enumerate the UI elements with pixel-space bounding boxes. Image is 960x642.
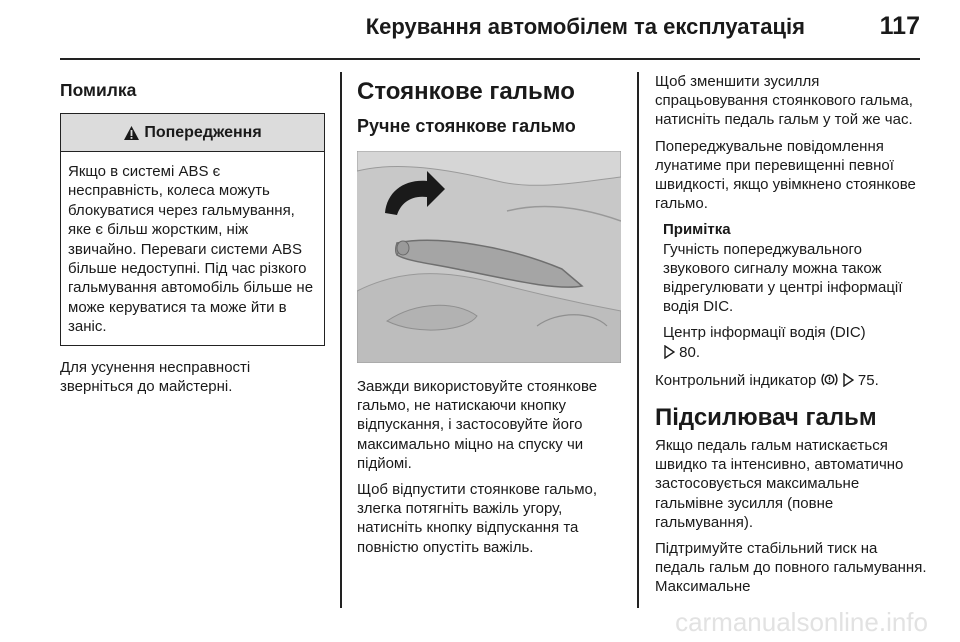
warning-triangle-icon	[123, 125, 140, 141]
repair-advice: Для усунення несправності зверніться до майстерні.	[60, 358, 251, 395]
brake-indicator-icon	[821, 372, 838, 392]
warning-title: Попередження	[144, 123, 262, 141]
column-3-body	[655, 72, 930, 392]
parking-brake-illustration	[357, 151, 621, 363]
note-reference	[663, 323, 930, 363]
page-ref-arrow-icon	[842, 373, 854, 392]
column-1	[60, 72, 325, 396]
column-2	[357, 72, 625, 564]
watermark: carmanualsonline.info	[675, 607, 928, 637]
indicator-text: Контрольний індикатор	[655, 371, 817, 389]
brake-booster-p2: Підтримуйте стабільний тиск на педаль гальм до повного гальмування. Максимальне	[655, 540, 927, 596]
page-number: 117	[879, 12, 920, 40]
column-divider-2	[637, 72, 639, 608]
page-header-title: Керування автомобілем та експлуатація	[365, 14, 805, 39]
note-ref-page: 80.	[679, 343, 701, 361]
parking-brake-p1: Завжди використовуйте стоянкове гальмо, не натискаючи кнопку відпускання, і застосовуйте його максимально міцно на спуску чи підйомі.	[357, 378, 598, 472]
indicator-page: 75.	[857, 371, 879, 389]
section-heading-parking-brake: Стоянкове гальмо	[357, 78, 575, 105]
header-divider	[60, 58, 920, 60]
warning-header	[61, 114, 324, 152]
warning-message-text: Попереджувальне повідомлення лунатиме при перевищенні певної швидкості, якщо увімкнено стоянкове гальмо.	[655, 137, 916, 213]
warning-text: Якщо в системі ABS є несправність, колеса можуть блокуватися через гальмування, яке є більш жорстким, ніж звичайно. Переваги системи ABS більше недоступні. Під час різкого гальмування автомобіль більше не може керуватися та може йти в заніс.	[68, 163, 314, 336]
reduce-force-text: Щоб зменшити зусилля спрацьовування стоянкового гальма, натисніть педаль гальм у той же час.	[655, 73, 913, 129]
note-label: Примітка	[663, 221, 731, 239]
page-ref-arrow-icon	[663, 345, 675, 364]
parking-brake-body	[357, 377, 625, 557]
note-ref-text: Центр інформації водія (DIC)	[663, 324, 866, 342]
column-divider-1	[340, 72, 342, 608]
warning-box	[60, 113, 325, 346]
indicator-line	[655, 371, 930, 392]
note-block	[663, 220, 930, 363]
section-heading-error: Помилка	[60, 80, 137, 100]
brake-booster-body	[655, 436, 930, 597]
section-heading-brake-booster: Підсилювач гальм	[655, 404, 877, 432]
parking-brake-p2: Щоб відпустити стоянкове гальмо, злегка потягніть важіль угору, натисніть кнопку відпускання та повністю опустіть важіль.	[357, 481, 598, 556]
note-text: Гучність попереджувального звукового сигналу можна також відрегулювати у центрі інформації водія DIC.	[663, 240, 903, 316]
column-3	[655, 72, 930, 604]
brake-booster-p1: Якщо педаль гальм натискається швидко та інтенсивно, автоматично застосовується максимальне гальмівне зусилля (повне гальмування).	[655, 437, 904, 531]
subheading-manual-parking-brake: Ручне стоянкове гальмо	[357, 116, 576, 136]
